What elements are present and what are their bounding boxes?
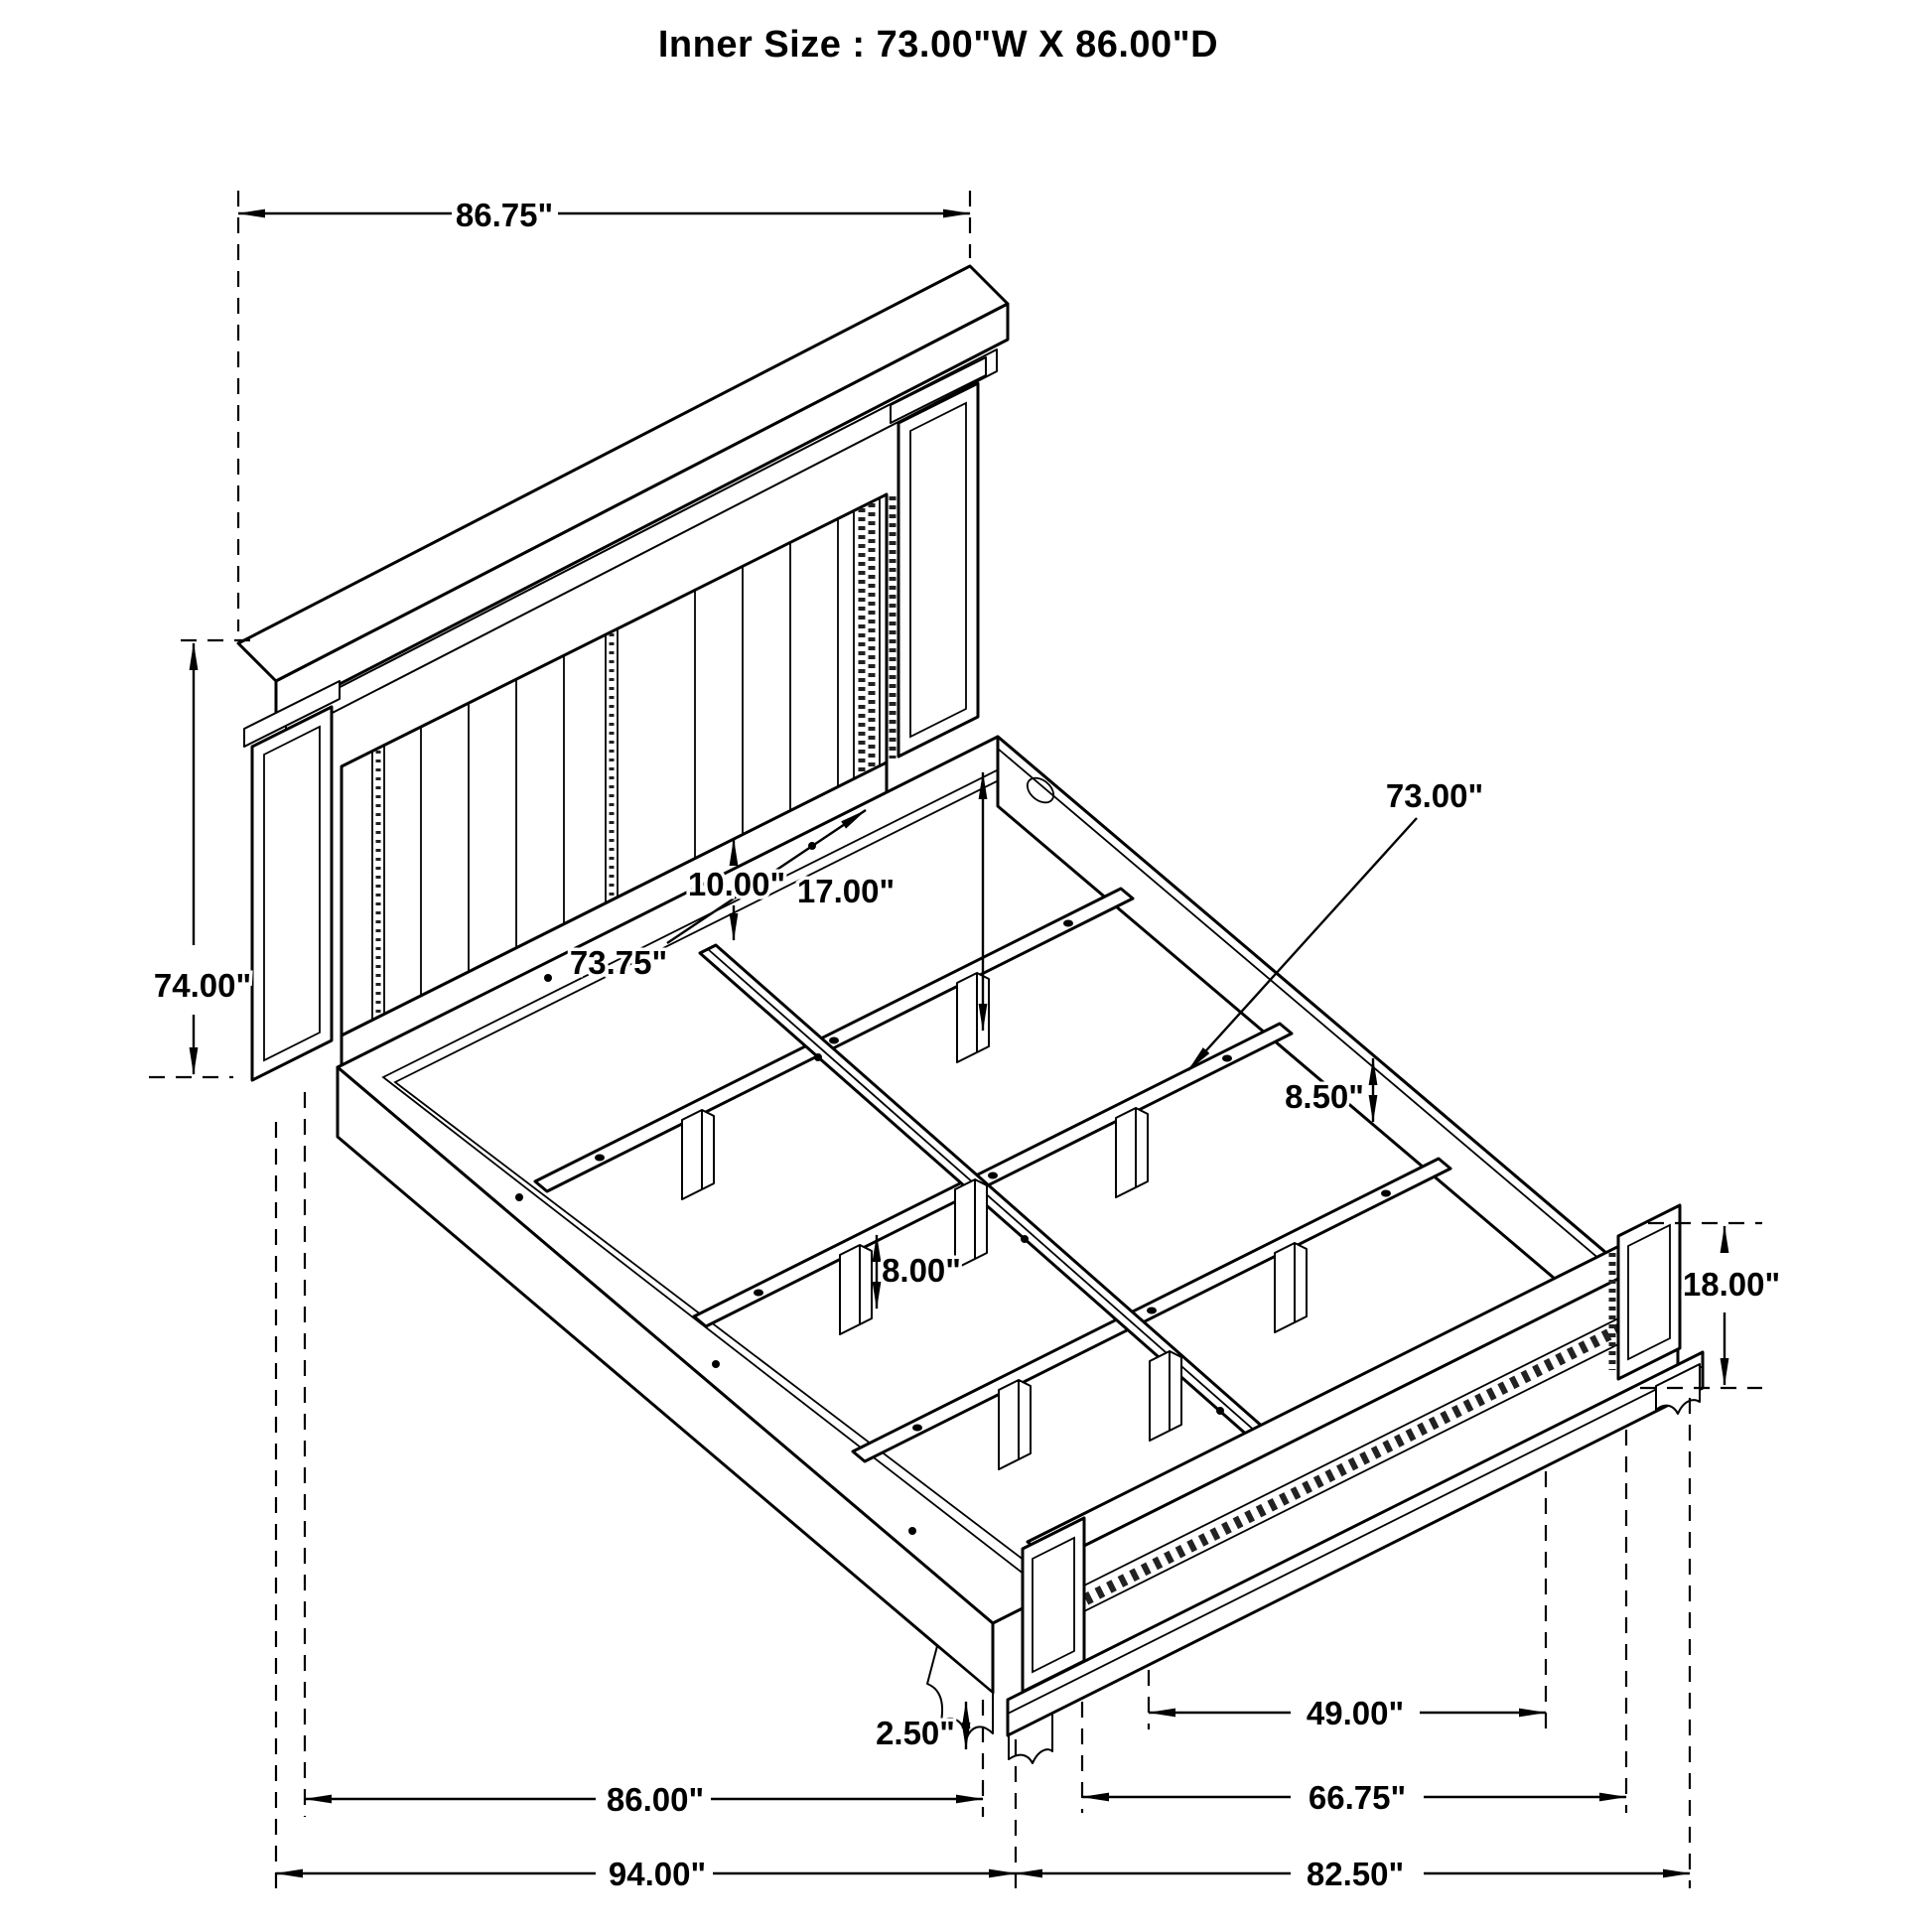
slat-2-leg-b	[1116, 1108, 1148, 1197]
dim-headboard-height-label: 74.00"	[153, 967, 252, 1004]
dim-leg-height-label: 8.00"	[882, 1252, 961, 1289]
headboard-cornice-top	[238, 266, 1008, 681]
dim-rail-height-label: 8.50"	[1285, 1078, 1364, 1115]
center-rail-leg-b	[1150, 1351, 1181, 1441]
dim-feet-span-label: 49.00"	[1306, 1695, 1405, 1731]
dim-footboard-height-label: 18.00"	[1682, 1266, 1781, 1303]
dim-headboard-width-label: 86.75"	[455, 197, 554, 233]
dim-overall-length-label: 94.00"	[608, 1856, 707, 1892]
dim-headboard-inner-width-label: 73.75"	[569, 944, 668, 981]
dim-foot-clearance-label: 2.50"	[876, 1715, 955, 1751]
slat-2-leg-a	[840, 1245, 872, 1334]
slat-3-leg-a	[999, 1380, 1031, 1469]
dim-slat-length-label: 73.00"	[1385, 777, 1484, 814]
slat-1-leg-a	[682, 1110, 714, 1199]
slat-3-leg-b	[1275, 1243, 1307, 1332]
dim-frame-depth-label: 82.50"	[1306, 1856, 1405, 1892]
dim-footboard-inner-label: 66.75"	[1308, 1779, 1407, 1816]
dim-rail-mount-label: 17.00"	[796, 873, 896, 909]
dim-headboard-height	[149, 640, 260, 1077]
dim-side-rail-length-label: 86.00"	[606, 1781, 705, 1818]
dim-panel-gap-label: 10.00"	[687, 866, 786, 902]
diagram-title: Inner Size : 73.00"W X 86.00"D	[657, 24, 1219, 66]
